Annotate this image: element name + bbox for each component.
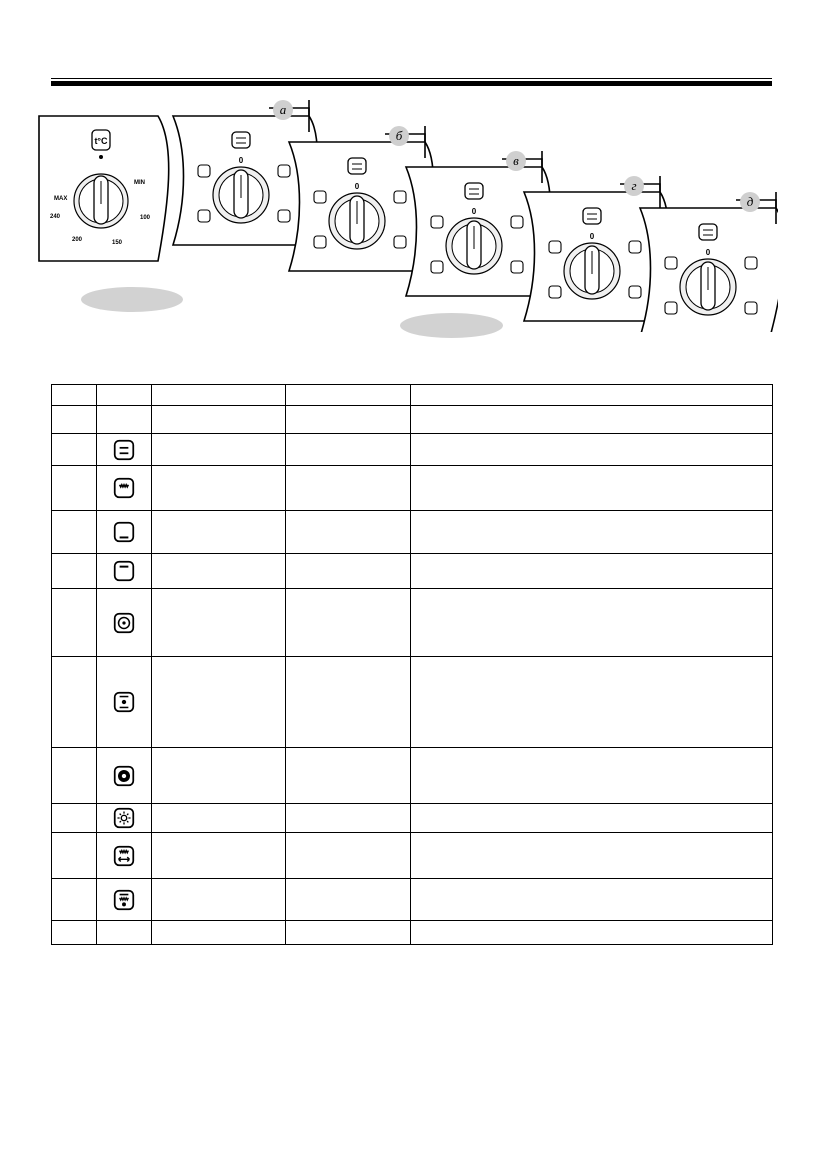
scale-min: MIN — [134, 180, 145, 186]
mode-symbol-icon — [394, 191, 406, 203]
thermostat-panel — [39, 116, 169, 261]
table-cell — [152, 879, 286, 921]
table-cell — [97, 554, 152, 589]
table-cell — [152, 434, 286, 466]
fan-icon — [112, 611, 136, 635]
table-cell — [286, 434, 411, 466]
table-cell — [286, 833, 411, 879]
table-cell — [411, 833, 773, 879]
table-cell — [286, 921, 411, 945]
shadow-oval-left — [81, 287, 183, 312]
table-row — [52, 554, 773, 589]
table-cell — [411, 804, 773, 833]
table-cell — [97, 406, 152, 434]
mode-symbol-icon — [629, 241, 641, 253]
panel-d — [640, 192, 778, 332]
panel-v — [406, 151, 550, 296]
fan-top-bottom-icon — [112, 690, 136, 714]
zero-mark: 0 — [471, 207, 477, 216]
table-cell — [286, 554, 411, 589]
table-cell — [152, 385, 286, 406]
panel-a — [173, 100, 317, 245]
table-cell — [411, 385, 773, 406]
defrost-light-icon — [112, 806, 136, 830]
panel-tab-letter: в — [513, 153, 519, 168]
table-cell — [411, 554, 773, 589]
table-cell — [152, 833, 286, 879]
table-cell — [152, 466, 286, 511]
table-cell — [411, 657, 773, 748]
bottom-heat-icon — [112, 520, 136, 544]
table-cell — [52, 466, 97, 511]
mode-symbol-icon — [629, 286, 641, 298]
table-row — [52, 406, 773, 434]
table-cell — [286, 804, 411, 833]
mode-symbol-icon — [745, 302, 757, 314]
table-cell — [286, 511, 411, 554]
table-cell — [286, 385, 411, 406]
top-grill-heat-icon — [112, 476, 136, 500]
table-cell — [411, 589, 773, 657]
table-cell — [97, 879, 152, 921]
mode-symbol-icon — [665, 257, 677, 269]
table-cell — [411, 466, 773, 511]
table-cell — [152, 589, 286, 657]
shadow-oval-right — [400, 313, 503, 338]
table-row — [52, 833, 773, 879]
table-cell — [52, 385, 97, 406]
table-cell — [152, 554, 286, 589]
scale-150: 150 — [112, 240, 123, 246]
mode-symbol-icon — [198, 165, 210, 177]
table-cell — [152, 406, 286, 434]
table-row — [52, 385, 773, 406]
thermostat-symbol: t°C — [94, 136, 108, 146]
header-rule — [51, 78, 772, 86]
mode-symbol-icon — [549, 286, 561, 298]
panel-b — [289, 126, 433, 271]
table-cell — [97, 385, 152, 406]
table-cell — [152, 511, 286, 554]
table-cell — [97, 748, 152, 804]
table-row — [52, 466, 773, 511]
scale-100: 100 — [140, 215, 151, 221]
table-cell — [52, 748, 97, 804]
table-cell — [52, 434, 97, 466]
table-cell — [286, 406, 411, 434]
scale-200: 200 — [72, 237, 83, 243]
table-cell — [411, 921, 773, 945]
mode-symbol-icon — [314, 191, 326, 203]
zero-mark: 0 — [238, 156, 244, 165]
panel-tab-letter: г — [631, 178, 637, 193]
table-cell — [152, 748, 286, 804]
table-row — [52, 804, 773, 833]
grill-fan-icon — [112, 888, 136, 912]
mode-symbol-icon — [431, 261, 443, 273]
mode-symbol-icon — [278, 210, 290, 222]
table-cell — [52, 589, 97, 657]
table-cell — [97, 434, 152, 466]
table-row — [52, 748, 773, 804]
mode-symbol-icon — [278, 165, 290, 177]
table-cell — [97, 466, 152, 511]
table-cell — [411, 511, 773, 554]
mode-symbol-icon — [549, 241, 561, 253]
table-cell — [52, 879, 97, 921]
table-row — [52, 657, 773, 748]
table-cell — [286, 748, 411, 804]
mode-symbol-icon — [511, 216, 523, 228]
table-cell — [286, 589, 411, 657]
modes-table — [51, 384, 773, 945]
mode-symbol-icon — [314, 236, 326, 248]
zero-mark: 0 — [705, 248, 711, 257]
table-cell — [152, 921, 286, 945]
table-cell — [52, 804, 97, 833]
mode-symbol-icon — [511, 261, 523, 273]
table-cell — [152, 804, 286, 833]
mode-symbol-icon — [745, 257, 757, 269]
panel-tab-letter: а — [279, 102, 287, 117]
table-cell — [411, 434, 773, 466]
table-cell — [97, 511, 152, 554]
top-bottom-heat-icon — [112, 438, 136, 462]
panel-tab-letter: д — [746, 194, 754, 209]
table-cell — [411, 879, 773, 921]
table-cell — [286, 879, 411, 921]
table-cell — [152, 657, 286, 748]
table-cell — [52, 833, 97, 879]
zero-mark: 0 — [589, 232, 595, 241]
mode-symbol-icon — [431, 216, 443, 228]
table-cell — [97, 657, 152, 748]
table-row — [52, 511, 773, 554]
scale-240: 240 — [50, 214, 61, 220]
panel-tab-letter: б — [395, 128, 403, 143]
table-cell — [52, 921, 97, 945]
mode-symbol-icon — [198, 210, 210, 222]
table-cell — [286, 657, 411, 748]
table-cell — [52, 657, 97, 748]
table-cell — [97, 804, 152, 833]
panel-g — [524, 176, 668, 321]
table-row — [52, 589, 773, 657]
scale-max: MAX — [54, 196, 68, 202]
table-cell — [52, 511, 97, 554]
mode-symbol-icon — [394, 236, 406, 248]
table-cell — [52, 554, 97, 589]
table-cell — [97, 833, 152, 879]
table-cell — [97, 921, 152, 945]
table-cell — [411, 748, 773, 804]
table-cell — [411, 406, 773, 434]
table-row — [52, 434, 773, 466]
table-cell — [286, 466, 411, 511]
table-row — [52, 921, 773, 945]
zero-mark: 0 — [354, 182, 360, 191]
top-heat-icon — [112, 559, 136, 583]
mode-symbol-icon — [665, 302, 677, 314]
table-row — [52, 879, 773, 921]
table-cell — [97, 589, 152, 657]
table-cell — [52, 406, 97, 434]
grill-rotisserie-icon — [112, 844, 136, 868]
fan-ring-icon — [112, 764, 136, 788]
